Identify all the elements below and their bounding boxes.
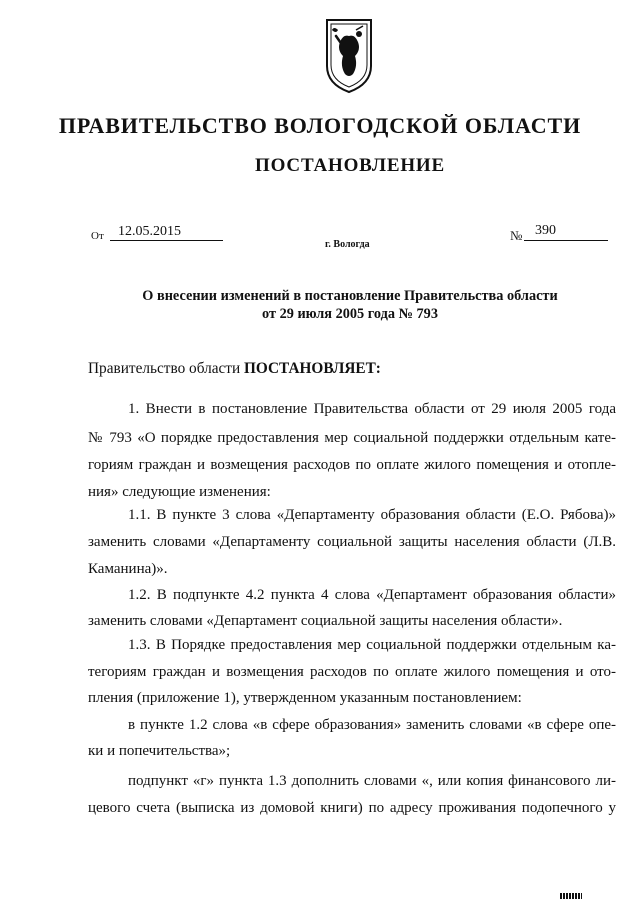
body-line: цевого счета (выписка из домовой книги) по адресу проживания подопечного у [88, 800, 616, 816]
body-line: пления (приложение 1), утвержденном указанным постановлением: [88, 690, 522, 706]
number-underline [524, 240, 608, 241]
city-label: г. Вологда [325, 239, 370, 250]
document-number: 390 [535, 223, 556, 238]
date-underline [110, 240, 223, 241]
body-line: гориям граждан и возмещения расходов по оплате жилого помещения и отопле- [88, 457, 616, 473]
body-line: заменить словами «Департаменту социальной защиты населения области (Л.В. [88, 534, 616, 550]
body-line: заменить словами «Департамент социальной защиты населения области». [88, 613, 563, 629]
body-line: 1.1. В пункте 3 слова «Департаменту образования области (Е.О. Рябова)» [128, 507, 616, 523]
date-prefix: От [91, 230, 104, 242]
preamble [88, 360, 381, 378]
preamble-text: Правительство области [88, 360, 245, 377]
body-line: ния» следующие изменения: [88, 484, 271, 500]
body-line: ки и попечительства»; [88, 743, 231, 759]
document-date: 12.05.2015 [118, 224, 181, 239]
government-heading: ПРАВИТЕЛЬСТВО ВОЛОГОДСКОЙ ОБЛАСТИ [58, 113, 582, 138]
document-title-line-2: от 29 июля 2005 года № 793 [262, 306, 438, 322]
body-line: тегориям граждан и возмещения расходов по оплате жилого помещения и ото- [88, 664, 616, 680]
barcode-mark [560, 893, 582, 899]
body-line: 1.3. В Порядке предоставления мер социальной поддержки отдельным ка- [128, 637, 616, 653]
preamble-bold: ПОСТАНОВЛЯЕТ: [244, 360, 381, 377]
body-line: № 793 «О порядке предоставления мер социальной поддержки отдельным кате- [88, 430, 616, 446]
document-title-line-1: О внесении изменений в постановление Правительства области [142, 288, 558, 304]
body-line: подпункт «г» пункта 1.3 дополнить словами «, или копия финансового ли- [128, 773, 616, 789]
body-line: в пункте 1.2 слова «в сфере образования» заменить словами «в сфере опе- [128, 717, 616, 733]
body-line: 1. Внести в постановление Правительства области от 29 июля 2005 года [128, 401, 616, 417]
document-type-heading: ПОСТАНОВЛЕНИЕ [255, 155, 445, 176]
number-prefix: № [510, 228, 523, 243]
body-line: Каманина)». [88, 561, 168, 577]
body-line: 1.2. В подпункте 4.2 пункта 4 слова «Департамент образования области» [128, 587, 616, 603]
coat-of-arms-emblem [323, 16, 375, 94]
